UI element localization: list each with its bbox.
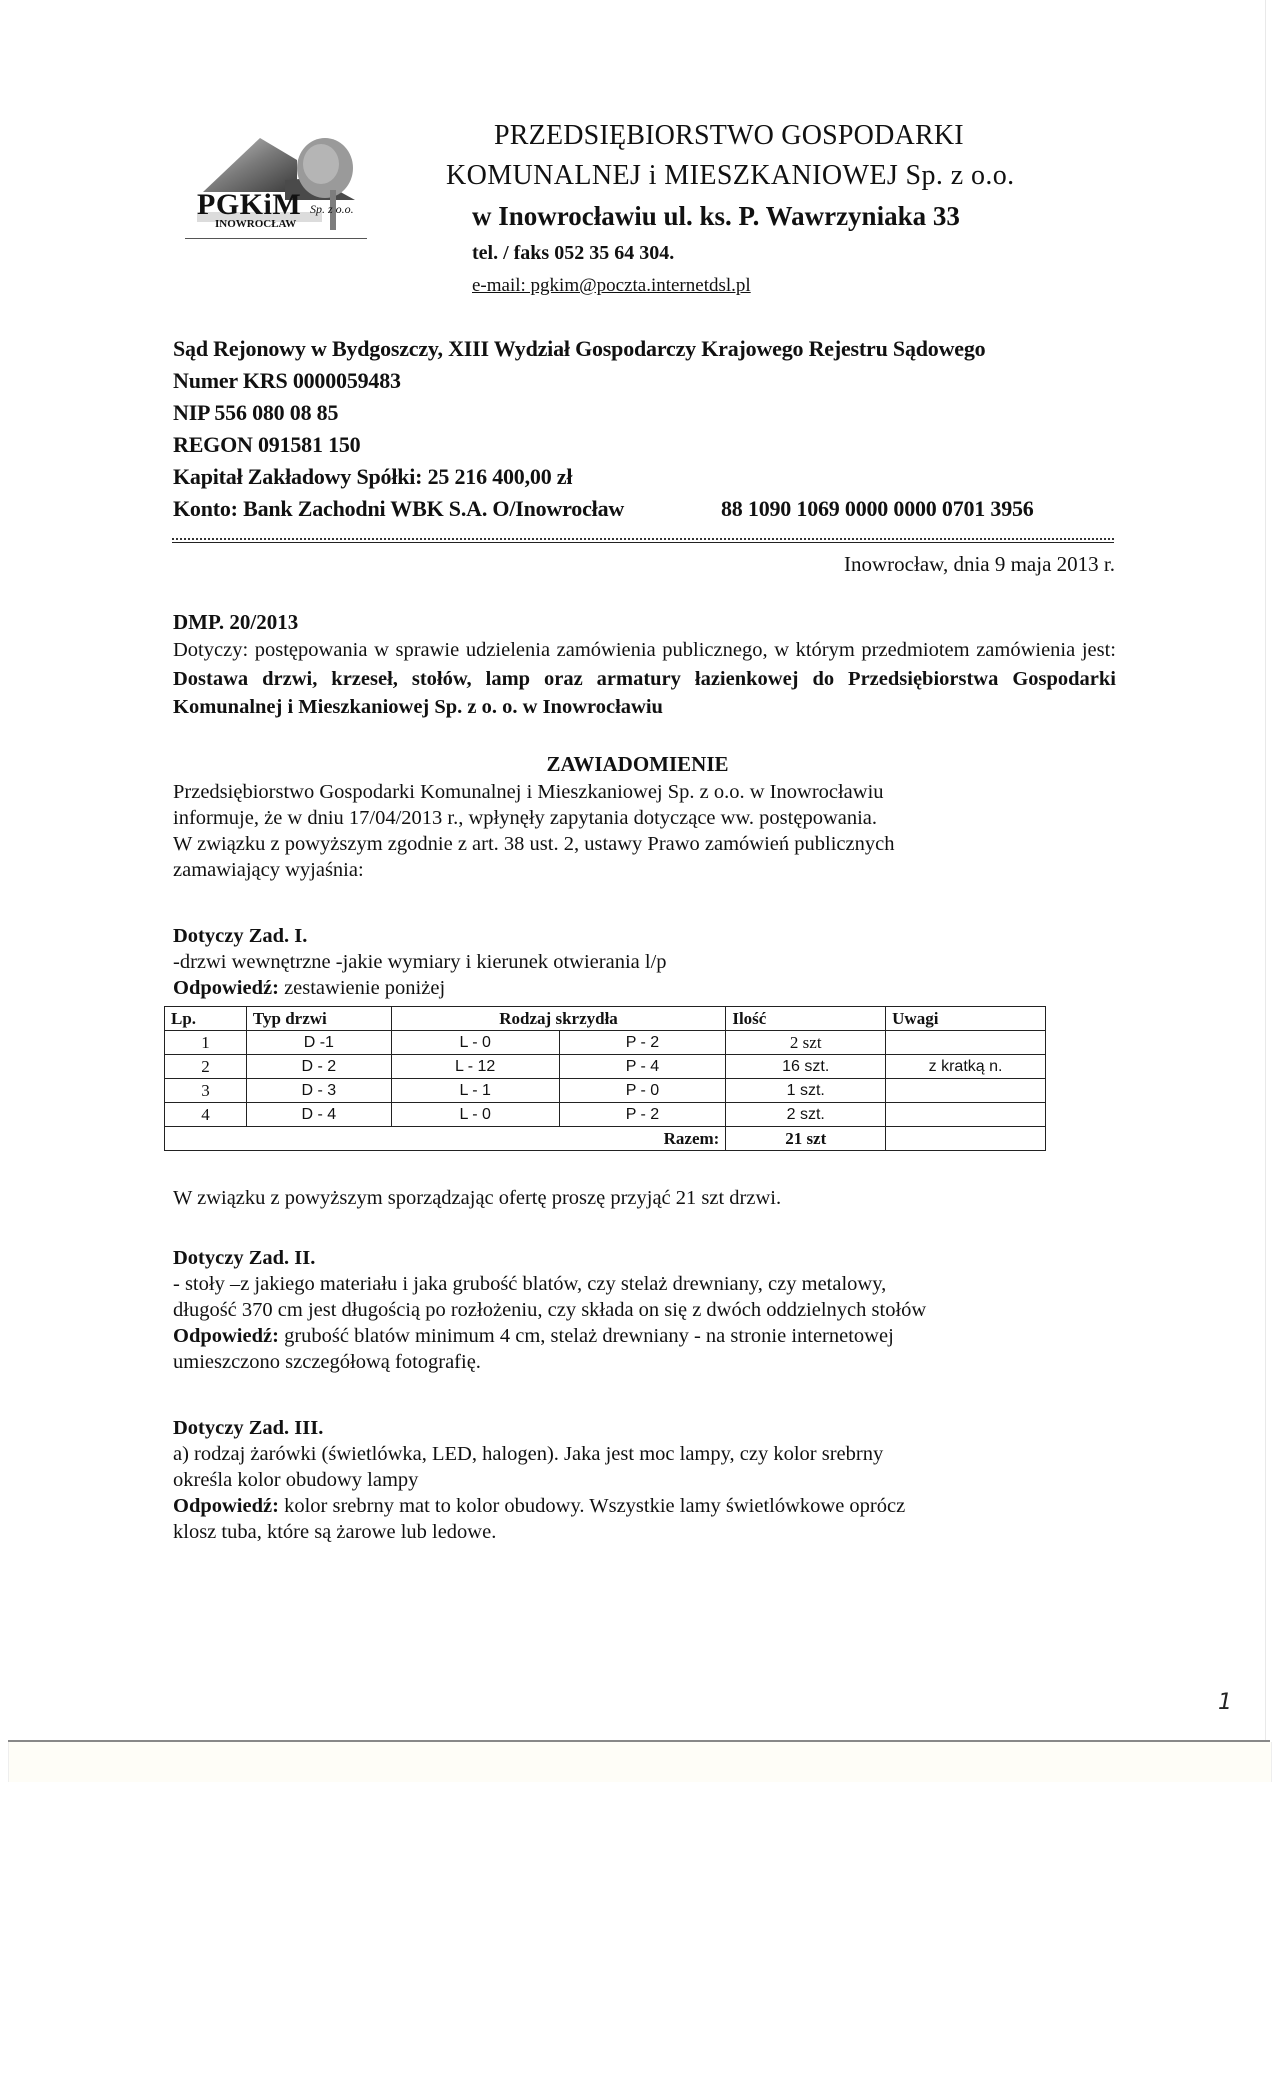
cell-right: P - 0 bbox=[559, 1079, 726, 1103]
cell-qty: 2 szt bbox=[726, 1031, 886, 1055]
task2-answer-text: grubość blatów minimum 4 cm, stelaż drewniany - na stronie internetowej bbox=[278, 1325, 894, 1347]
letterhead-line-2: KOMUNALNEJ i MIESZKANIOWEJ Sp. z o.o. bbox=[446, 160, 1015, 191]
table-row bbox=[165, 1055, 1046, 1079]
task3-heading: Dotyczy Zad. III. bbox=[173, 1417, 324, 1439]
cell-left: L - 12 bbox=[391, 1055, 559, 1079]
scan-right-edge bbox=[1265, 0, 1266, 1742]
registry-account bbox=[173, 496, 1034, 522]
table-total-row bbox=[165, 1127, 1046, 1151]
total-label: Razem: bbox=[165, 1127, 726, 1151]
account-number: 88 1090 1069 0000 0000 0701 3956 bbox=[721, 496, 1034, 521]
task3-answer-text: kolor srebrny mat to kolor obudowy. Wszystkie lamy świetlówkowe oprócz bbox=[278, 1495, 906, 1517]
cell-type: D -1 bbox=[246, 1031, 391, 1055]
task2-answer bbox=[173, 1324, 894, 1349]
cell-right: P - 4 bbox=[559, 1055, 726, 1079]
task2-answer-label: Odpowiedź: bbox=[173, 1325, 279, 1347]
reference-number: DMP. 20/2013 bbox=[173, 610, 299, 634]
task2-question-line-1: - stoły –z jakiego materiału i jaka grubość blatów, czy stelaż drewniany, czy metalowy, bbox=[173, 1273, 887, 1295]
cell-lp: 3 bbox=[165, 1079, 247, 1103]
task1-question: -drzwi wewnętrzne -jakie wymiary i kierunek otwierania l/p bbox=[173, 951, 667, 973]
task3-question-line-1: a) rodzaj żarówki (świetlówka, LED, halogen). Jaka jest moc lampy, czy kolor srebrny bbox=[173, 1443, 884, 1465]
task3-answer-line-2: klosz tuba, które są żarowe lub ledowe. bbox=[173, 1521, 497, 1543]
account-bank: Konto: Bank Zachodni WBK S.A. O/Inowrocław bbox=[173, 496, 625, 521]
cell-type: D - 4 bbox=[246, 1103, 391, 1127]
cell-type: D - 2 bbox=[246, 1055, 391, 1079]
logo-city: INOWROCŁAW bbox=[215, 218, 297, 230]
table-row bbox=[165, 1079, 1046, 1103]
task3-answer-label: Odpowiedź: bbox=[173, 1495, 279, 1517]
registry-nip: NIP 556 080 08 85 bbox=[173, 400, 339, 425]
registry-regon: REGON 091581 150 bbox=[173, 432, 361, 457]
task3-question-line-2: określa kolor obudowy lampy bbox=[173, 1469, 419, 1491]
logo-brand: PGKiM bbox=[197, 188, 302, 221]
task2-question-line-2: długość 370 cm jest długością po rozłożeniu, czy składa on się z dwóch oddzielnych stołów bbox=[173, 1299, 927, 1321]
table-row bbox=[165, 1031, 1046, 1055]
cell-notes bbox=[886, 1031, 1046, 1055]
document-date: Inowrocław, dnia 9 maja 2013 r. bbox=[844, 552, 1115, 576]
notice-line-3: W związku z powyższym zgodnie z art. 38 ust. 2, ustawy Prawo zamówień publicznych bbox=[173, 833, 895, 855]
letterhead-line-1: PRZEDSIĘBIORSTWO GOSPODARKI bbox=[494, 120, 964, 151]
company-logo bbox=[185, 120, 370, 245]
header-notes: Uwagi bbox=[886, 1007, 1046, 1031]
letterhead-email-link[interactable]: e-mail: pgkim@poczta.internetdsl.pl bbox=[472, 275, 751, 296]
subject-prefix: Dotyczy: postępowania w sprawie udzielenia zamówienia publicznego, w którym przedmiotem zamówienia jest: bbox=[173, 639, 1116, 661]
task3-answer bbox=[173, 1494, 905, 1519]
cell-left: L - 0 bbox=[391, 1031, 559, 1055]
letterhead-address: w Inowrocławiu ul. ks. P. Wawrzyniaka 33 bbox=[472, 201, 960, 231]
header-qty: Ilość bbox=[726, 1007, 886, 1031]
cell-right: P - 2 bbox=[559, 1031, 726, 1055]
header-lp: Lp. bbox=[165, 1007, 247, 1031]
task2-heading: Dotyczy Zad. II. bbox=[173, 1247, 316, 1269]
registry-court: Sąd Rejonowy w Bydgoszczy, XIII Wydział Gospodarczy Krajowego Rejestru Sądowego bbox=[173, 336, 986, 361]
table-row bbox=[165, 1103, 1046, 1127]
cell-qty: 16 szt. bbox=[726, 1055, 886, 1079]
task1-answer bbox=[173, 976, 445, 1001]
cell-right: P - 2 bbox=[559, 1103, 726, 1127]
subject-bold: Dostawa drzwi, krzeseł, stołów, lamp oraz armatury łazienkowej do Przedsiębiorstwa Gospodarki Komunalnej i Mieszkaniowej Sp. z o. o. w Inowrocławiu bbox=[173, 667, 1116, 718]
registry-krs: Numer KRS 0000059483 bbox=[173, 368, 401, 393]
scan-margin bbox=[8, 1742, 1272, 1782]
task1-heading: Dotyczy Zad. I. bbox=[173, 925, 308, 947]
registry-capital: Kapitał Zakładowy Spółki: 25 216 400,00 zł bbox=[173, 464, 573, 489]
task2-answer-line-2: umieszczono szczegółową fotografię. bbox=[173, 1351, 481, 1373]
cell-qty: 2 szt. bbox=[726, 1103, 886, 1127]
logo-suffix: Sp. z o.o. bbox=[310, 202, 354, 216]
header-wing: Rodzaj skrzydła bbox=[391, 1007, 726, 1031]
cell-lp: 4 bbox=[165, 1103, 247, 1127]
cell-lp: 2 bbox=[165, 1055, 247, 1079]
page-number: 1 bbox=[1218, 1690, 1232, 1715]
task1-conclusion: W związku z powyższym sporządzając ofertę proszę przyjąć 21 szt drzwi. bbox=[173, 1187, 782, 1209]
notice-line-2: informuje, że w dniu 17/04/2013 r., wpłynęły zapytania dotyczące ww. postępowania. bbox=[173, 807, 878, 829]
subject-paragraph bbox=[173, 636, 1116, 722]
task1-answer-text: zestawienie poniżej bbox=[278, 977, 446, 999]
letterhead-phone: tel. / faks 052 35 64 304. bbox=[472, 242, 675, 264]
cell-lp: 1 bbox=[165, 1031, 247, 1055]
cell-left: L - 0 bbox=[391, 1103, 559, 1127]
notice-line-4: zamawiający wyjaśnia: bbox=[173, 859, 364, 881]
total-notes bbox=[886, 1127, 1046, 1151]
header-type: Typ drzwi bbox=[246, 1007, 391, 1031]
logo-underline bbox=[185, 238, 367, 239]
task1-answer-label: Odpowiedź: bbox=[173, 977, 279, 999]
table-header-row bbox=[165, 1007, 1046, 1031]
doors-table bbox=[164, 1006, 1046, 1151]
cell-qty: 1 szt. bbox=[726, 1079, 886, 1103]
notice-line-1: Przedsiębiorstwo Gospodarki Komunalnej i Mieszkaniowej Sp. z o.o. w Inowrocławiu bbox=[173, 781, 884, 803]
cell-notes bbox=[886, 1079, 1046, 1103]
total-value: 21 szt bbox=[726, 1127, 886, 1151]
cell-notes bbox=[886, 1103, 1046, 1127]
notice-title: ZAWIADOMIENIE bbox=[546, 752, 729, 776]
cell-type: D - 3 bbox=[246, 1079, 391, 1103]
cell-left: L - 1 bbox=[391, 1079, 559, 1103]
separator-line bbox=[172, 542, 1114, 543]
cell-notes: z kratką n. bbox=[886, 1055, 1046, 1079]
